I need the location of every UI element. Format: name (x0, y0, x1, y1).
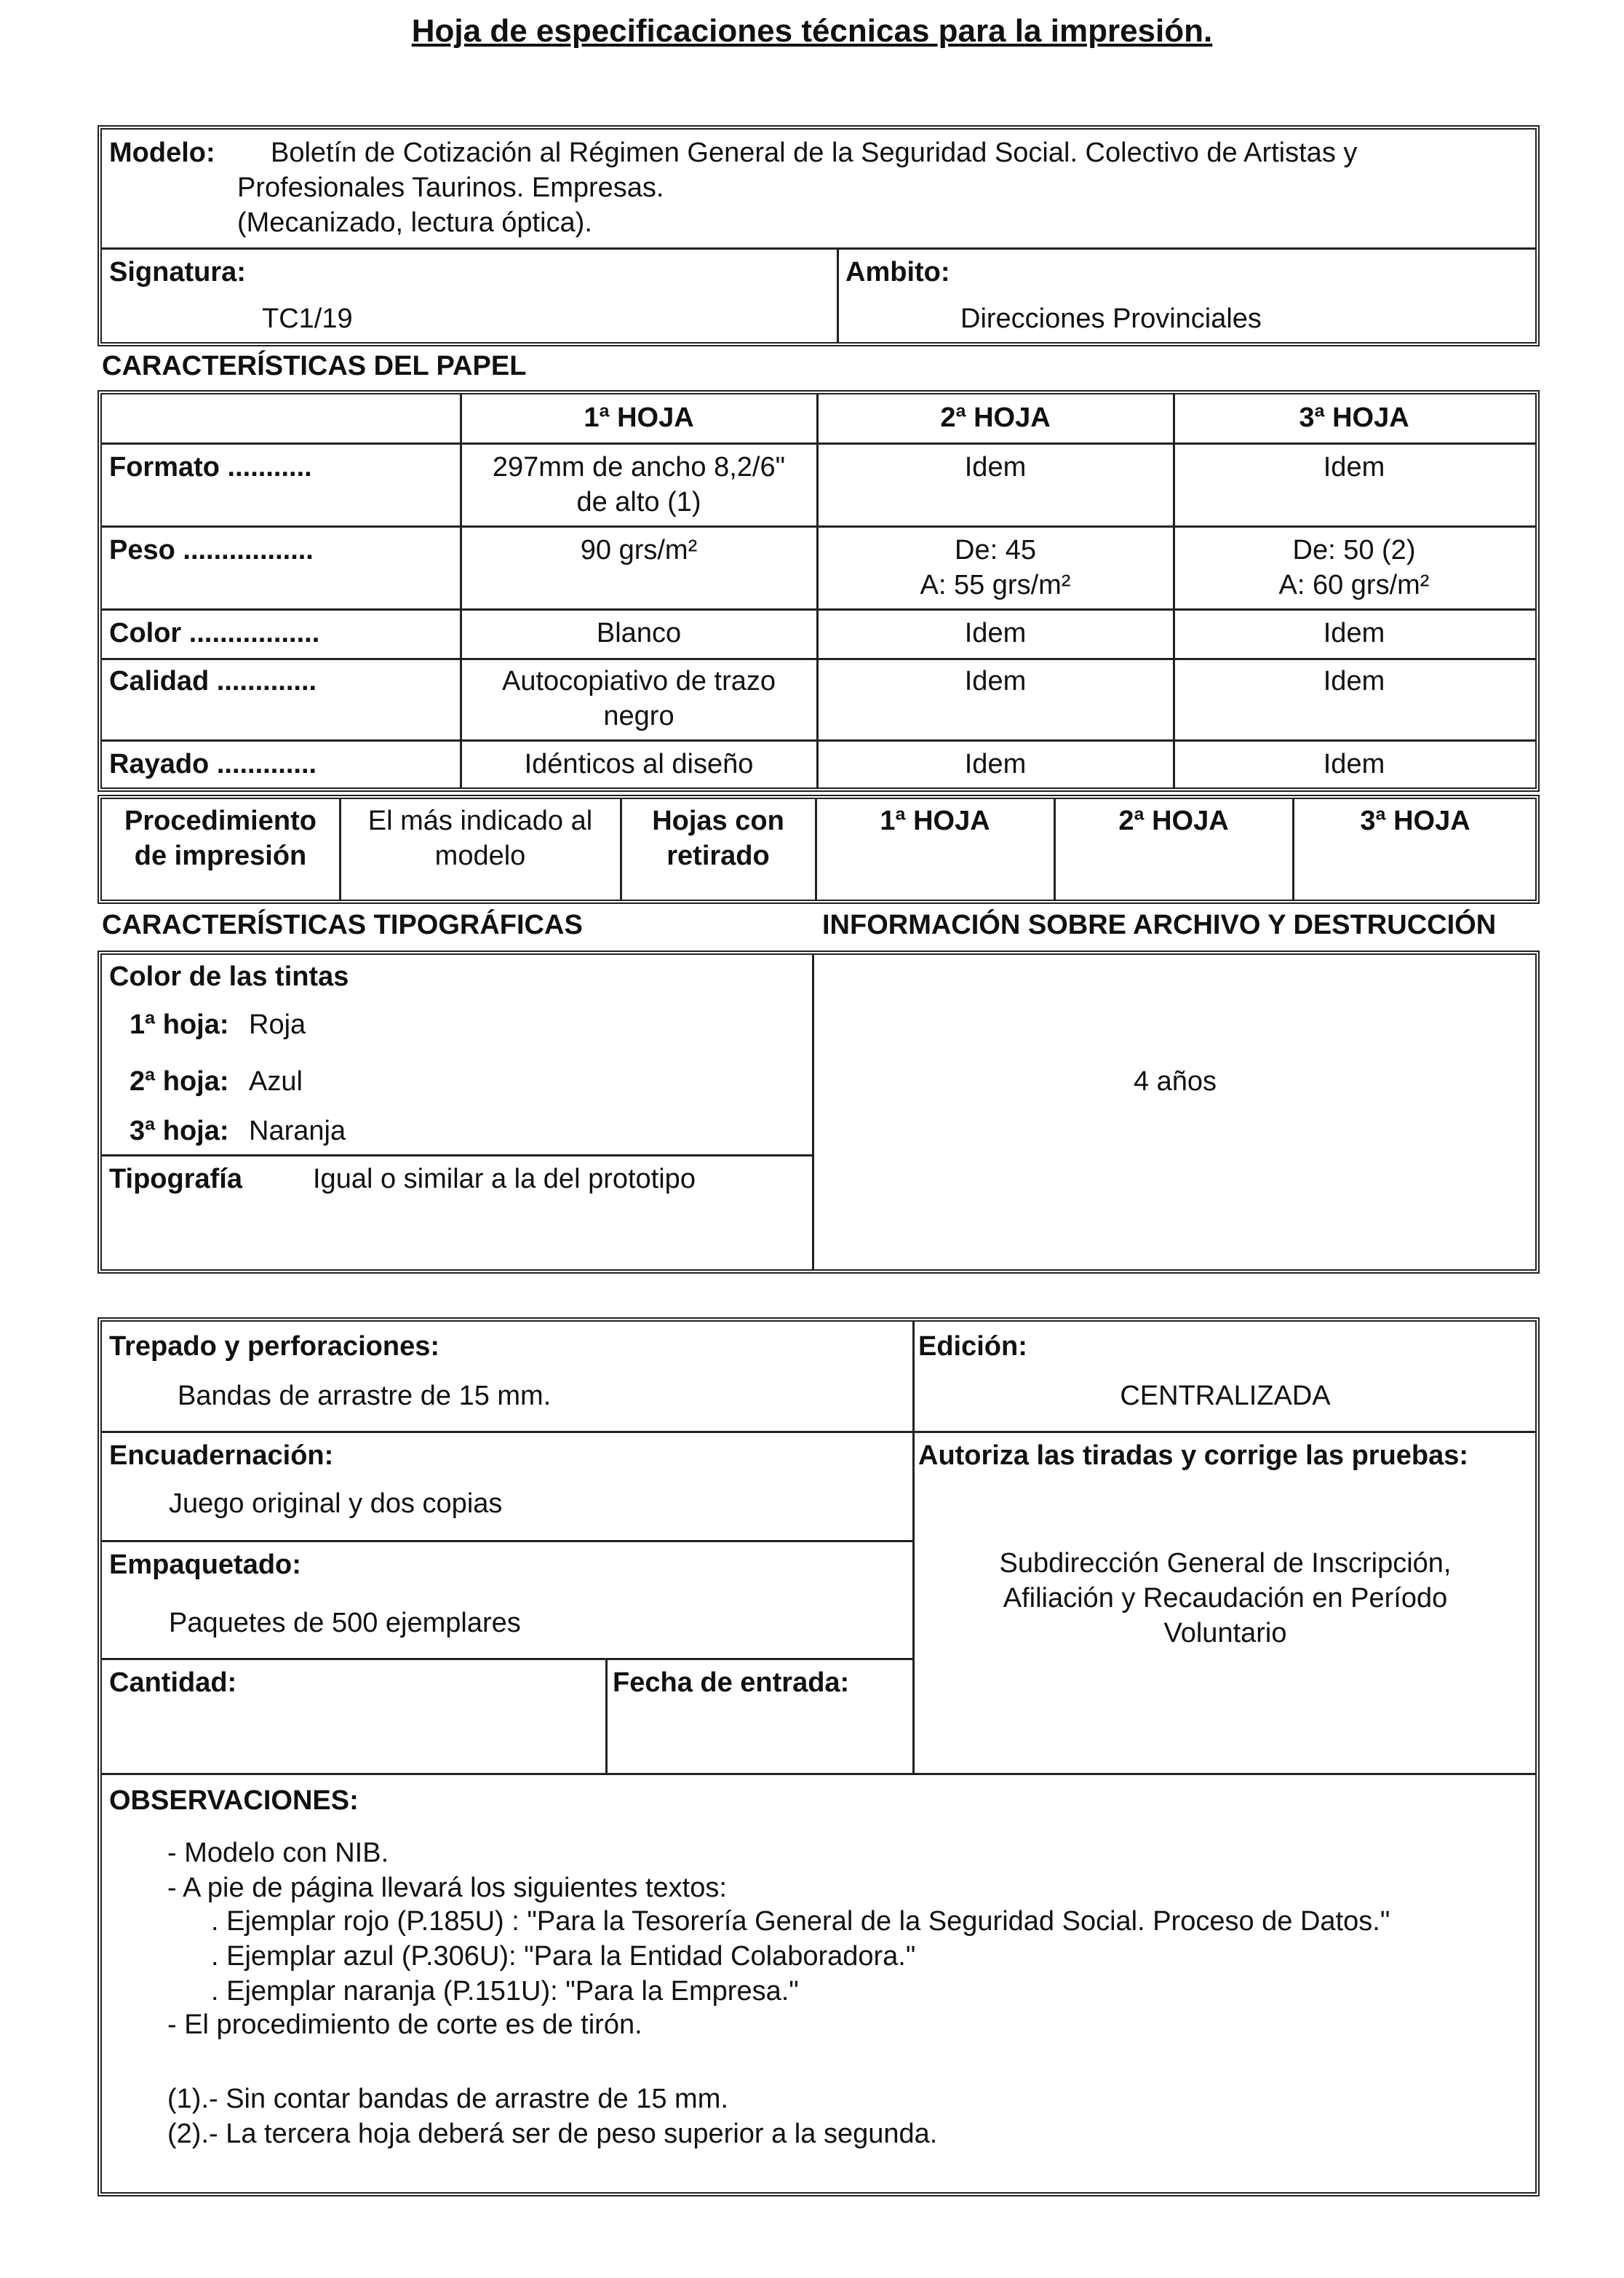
papel-col-header: 1ª HOJA (584, 402, 694, 433)
papel-cell: negro (603, 701, 674, 731)
papel-cell: Autocopiativo de trazo (501, 666, 776, 697)
modelo-label: Modelo: (109, 138, 215, 168)
procedimiento-label: de impresión (134, 841, 307, 871)
tinta-hoja-label: 2ª hoja: (130, 1066, 229, 1097)
papel-cell: Idénticos al diseño (524, 749, 754, 779)
autoriza-line: Subdirección General de Inscripción, (999, 1548, 1452, 1579)
papel-cell: Idem (1323, 666, 1385, 697)
divider (605, 1658, 608, 1773)
observacion-line: (2).- La tercera hoja deberá ser de peso superior a la segunda. (167, 2119, 938, 2149)
observacion-line: . Ejemplar rojo (P.185U) : "Para la Tesorería General de la Seguridad Social. Proceso de Datos." (211, 1906, 1390, 1937)
divider (100, 1773, 1537, 1775)
papel-cell: Idem (964, 452, 1027, 483)
tinta-hoja-value: Naranja (249, 1116, 346, 1146)
fecha-entrada-label: Fecha de entrada: (613, 1667, 850, 1698)
divider (100, 442, 1537, 445)
hojas-retirado-label: retirado (666, 841, 770, 871)
papel-cell: Idem (964, 666, 1027, 697)
ambito-label: Ambito: (845, 257, 950, 287)
papel-heading: CARACTERÍSTICAS DEL PAPEL (102, 351, 527, 381)
papel-row-label: Calidad ............. (109, 666, 317, 697)
signatura-label: Signatura: (109, 257, 246, 287)
papel-cell: A: 55 grs/m² (920, 570, 1071, 600)
papel-row-label: Formato ........... (109, 452, 312, 483)
cantidad-label: Cantidad: (109, 1667, 237, 1698)
edicion-value: CENTRALIZADA (1120, 1381, 1331, 1411)
procedimiento-value: El más indicado al (367, 806, 593, 836)
encuadernacion-value: Juego original y dos copias (169, 1488, 503, 1519)
empaquetado-label: Empaquetado: (109, 1549, 301, 1580)
papel-cell: 90 grs/m² (580, 535, 698, 565)
divider (812, 953, 814, 1271)
papel-col-header: 3ª HOJA (1299, 402, 1409, 433)
papel-cell: Idem (1323, 452, 1385, 483)
modelo-line2: Profesionales Taurinos. Empresas. (237, 172, 664, 203)
modelo-line3: (Mecanizado, lectura óptica). (237, 207, 592, 238)
tinta-hoja-label: 3ª hoja: (130, 1116, 229, 1146)
procedimiento-label: Procedimiento (124, 806, 317, 836)
tipografia-value: Igual o similar a la del prototipo (313, 1164, 696, 1194)
papel-cell: Idem (964, 749, 1027, 779)
papel-cell: Idem (964, 618, 1027, 648)
tipograficas-heading: CARACTERÍSTICAS TIPOGRÁFICAS (102, 910, 583, 940)
divider (100, 739, 1537, 742)
papel-cell: De: 50 (2) (1292, 535, 1416, 565)
observacion-line: (1).- Sin contar bandas de arrastre de 15 mm. (167, 2084, 728, 2114)
papel-cell: 297mm de ancho 8,2/6" (492, 452, 786, 483)
divider (837, 247, 839, 344)
procedimiento-value: modelo (434, 841, 526, 871)
signatura-value: TC1/19 (262, 303, 353, 334)
papel-cell: De: 45 (955, 535, 1036, 565)
papel-cell: A: 60 grs/m² (1278, 570, 1430, 600)
encuadernacion-label: Encuadernación: (109, 1440, 334, 1471)
divider (100, 658, 1537, 660)
papel-cell: Idem (1323, 749, 1385, 779)
papel-col-header: 2ª HOJA (940, 402, 1051, 433)
observacion-line: . Ejemplar naranja (P.151U): "Para la Empresa." (211, 1976, 799, 2007)
observaciones-label: OBSERVACIONES: (109, 1785, 359, 1816)
archivo-value: 4 años (1133, 1066, 1217, 1097)
hojas-retirado-label: Hojas con (652, 806, 784, 836)
observacion-line: - Modelo con NIB. (167, 1838, 389, 1868)
divider (100, 608, 1537, 611)
empaquetado-value: Paquetes de 500 ejemplares (169, 1608, 521, 1638)
autoriza-label: Autoriza las tiradas y corrige las pruebas: (918, 1440, 1469, 1471)
tinta-hoja-value: Roja (249, 1009, 306, 1040)
modelo-line1: Boletín de Cotización al Régimen General de la Seguridad Social. Colectivo de Artistas y (271, 138, 1358, 168)
trepado-value: Bandas de arrastre de 15 mm. (178, 1381, 552, 1411)
procedimiento-col-header: 1ª HOJA (880, 806, 990, 836)
tinta-hoja-label: 1ª hoja: (130, 1009, 229, 1040)
divider (100, 1658, 912, 1660)
observacion-line: . Ejemplar azul (P.306U): "Para la Entidad Colaboradora." (211, 1941, 916, 1972)
ambito-value: Direcciones Provinciales (960, 303, 1262, 334)
papel-cell: de alto (1) (576, 487, 701, 517)
edicion-label: Edición: (918, 1331, 1027, 1362)
papel-row-label: Color ................. (109, 618, 320, 648)
archivo-heading: INFORMACIÓN SOBRE ARCHIVO Y DESTRUCCIÓN (822, 910, 1497, 940)
tintas-label: Color de las tintas (109, 961, 349, 992)
autoriza-line: Voluntario (1163, 1618, 1287, 1648)
papel-cell: Blanco (596, 618, 682, 648)
divider (100, 1540, 912, 1542)
tipograficas-frame (97, 951, 1540, 1274)
observacion-line: - A pie de página llevará los siguientes textos: (167, 1873, 727, 1903)
observacion-line: - El procedimiento de corte es de tirón. (167, 2009, 642, 2040)
papel-row-label: Peso ................. (109, 535, 314, 565)
divider (100, 525, 1537, 528)
divider (100, 1154, 812, 1156)
procedimiento-col-header: 3ª HOJA (1360, 806, 1470, 836)
divider (100, 247, 1537, 250)
divider (100, 1431, 1537, 1433)
trepado-label: Trepado y perforaciones: (109, 1331, 440, 1362)
papel-row-label: Rayado ............. (109, 749, 317, 779)
papel-cell: Idem (1323, 618, 1385, 648)
autoriza-line: Afiliación y Recaudación en Período (1003, 1583, 1448, 1614)
tinta-hoja-value: Azul (249, 1066, 303, 1097)
tipografia-label: Tipografía (109, 1164, 242, 1194)
procedimiento-col-header: 2ª HOJA (1118, 806, 1229, 836)
page-title: Hoja de especificaciones técnicas para la impresión. (411, 13, 1213, 49)
